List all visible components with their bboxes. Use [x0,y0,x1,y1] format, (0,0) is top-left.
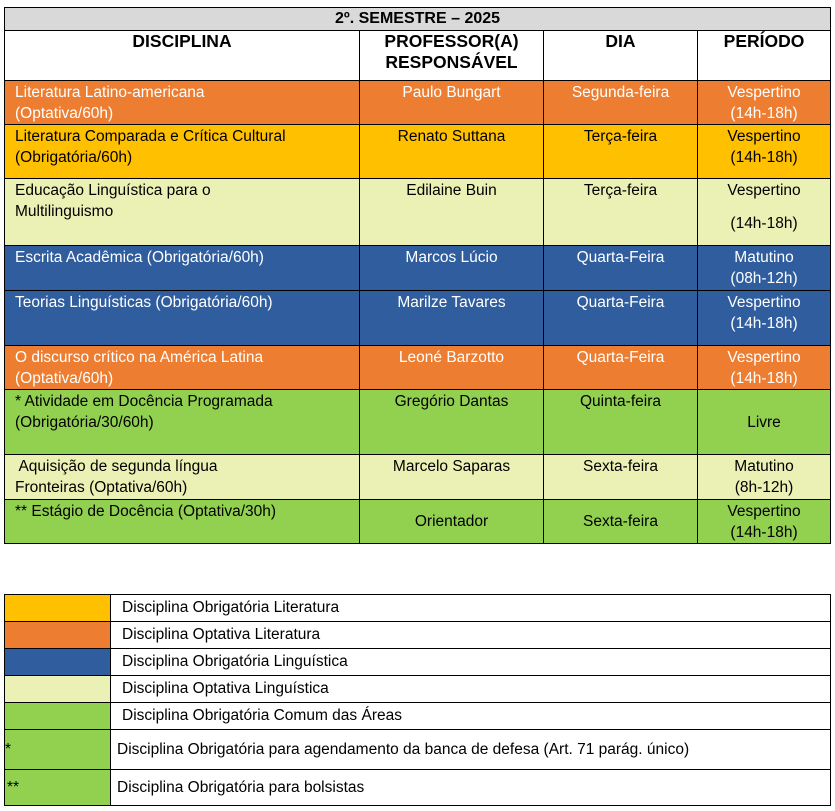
col-header-professor-line2: RESPONSÁVEL [385,52,518,72]
legend-swatch [5,703,111,730]
row-disciplina: ** Estágio de Docência (Optativa/30h) [5,500,360,544]
row-disciplina: Literatura Latino-americana (Optativa/60h) [5,81,360,125]
row-disciplina: Educação Linguística para o Multilinguismo [5,179,360,246]
row-periodo: Vespertino (14h-18h) [698,179,831,246]
legend-label: Disciplina Obrigatória Comum das Áreas [111,703,831,730]
legend-row [5,676,831,703]
legend-table [4,594,831,806]
legend-row [5,703,831,730]
table-row [5,246,831,291]
row-periodo: Vespertino (14h-18h) [698,500,831,544]
schedule-table [4,7,831,544]
col-header-disciplina: DISCIPLINA [5,31,360,81]
row-dia: Terça-feira [544,125,698,179]
table-row [5,179,831,246]
table-row [5,346,831,390]
table-row [5,81,831,125]
row-professor: Marcelo Saparas [360,455,544,500]
legend-symbol: * [5,730,111,770]
row-dia: Quarta-Feira [544,246,698,291]
row-dia: Segunda-feira [544,81,698,125]
legend-row [5,622,831,649]
row-periodo: Vespertino (14h-18h) [698,81,831,125]
row-disciplina: O discurso crítico na América Latina (Optativa/60h) [5,346,360,390]
legend-row [5,649,831,676]
row-professor: Leoné Barzotto [360,346,544,390]
legend-label: Disciplina Optativa Linguística [111,676,831,703]
legend-swatch [5,595,111,622]
col-header-professor [360,31,544,81]
row-dia: Quinta-feira [544,390,698,455]
row-dia: Sexta-feira [544,500,698,544]
row-disciplina: Escrita Acadêmica (Obrigatória/60h) [5,246,360,291]
table-row [5,500,831,544]
row-professor: Renato Suttana [360,125,544,179]
legend-label: Disciplina Obrigatória para bolsistas [111,770,831,806]
row-disciplina: * Atividade em Docência Programada (Obrigatória/30/60h) [5,390,360,455]
row-periodo: Livre [698,390,831,455]
row-dia: Sexta-feira [544,455,698,500]
legend-row [5,770,831,806]
col-header-professor-line1: PROFESSOR(A) [384,31,519,51]
row-disciplina: Teorias Linguísticas (Obrigatória/60h) [5,291,360,346]
table-row [5,125,831,179]
legend-swatch [5,622,111,649]
row-dia: Quarta-Feira [544,291,698,346]
table-row [5,455,831,500]
legend-label: Disciplina Obrigatória Linguística [111,649,831,676]
row-professor: Paulo Bungart [360,81,544,125]
row-periodo: Matutino (8h-12h) [698,455,831,500]
legend-swatch [5,676,111,703]
row-professor: Gregório Dantas [360,390,544,455]
semester-title: 2º. SEMESTRE – 2025 [5,8,831,31]
row-periodo: Vespertino (14h-18h) [698,125,831,179]
row-dia: Quarta-Feira [544,346,698,390]
row-disciplina: Aquisição de segunda língua Fronteiras (Optativa/60h) [5,455,360,500]
row-disciplina: Literatura Comparada e Crítica Cultural (Obrigatória/60h) [5,125,360,179]
row-dia: Terça-feira [544,179,698,246]
row-professor: Orientador [360,500,544,544]
legend-label: Disciplina Optativa Literatura [111,622,831,649]
col-header-dia: DIA [544,31,698,81]
row-professor: Edilaine Buin [360,179,544,246]
legend-row [5,730,831,770]
legend-swatch [5,649,111,676]
legend-symbol: ** [5,770,111,806]
legend-label: Disciplina Obrigatória para agendamento da banca de defesa (Art. 71 parág. único) [111,730,831,770]
row-professor: Marilze Tavares [360,291,544,346]
legend-label: Disciplina Obrigatória Literatura [111,595,831,622]
table-row [5,390,831,455]
row-periodo: Vespertino (14h-18h) [698,346,831,390]
legend-row [5,595,831,622]
col-header-periodo: PERÍODO [698,31,831,81]
row-periodo: Vespertino (14h-18h) [698,291,831,346]
table-row [5,291,831,346]
row-periodo: Matutino (08h-12h) [698,246,831,291]
row-professor: Marcos Lúcio [360,246,544,291]
